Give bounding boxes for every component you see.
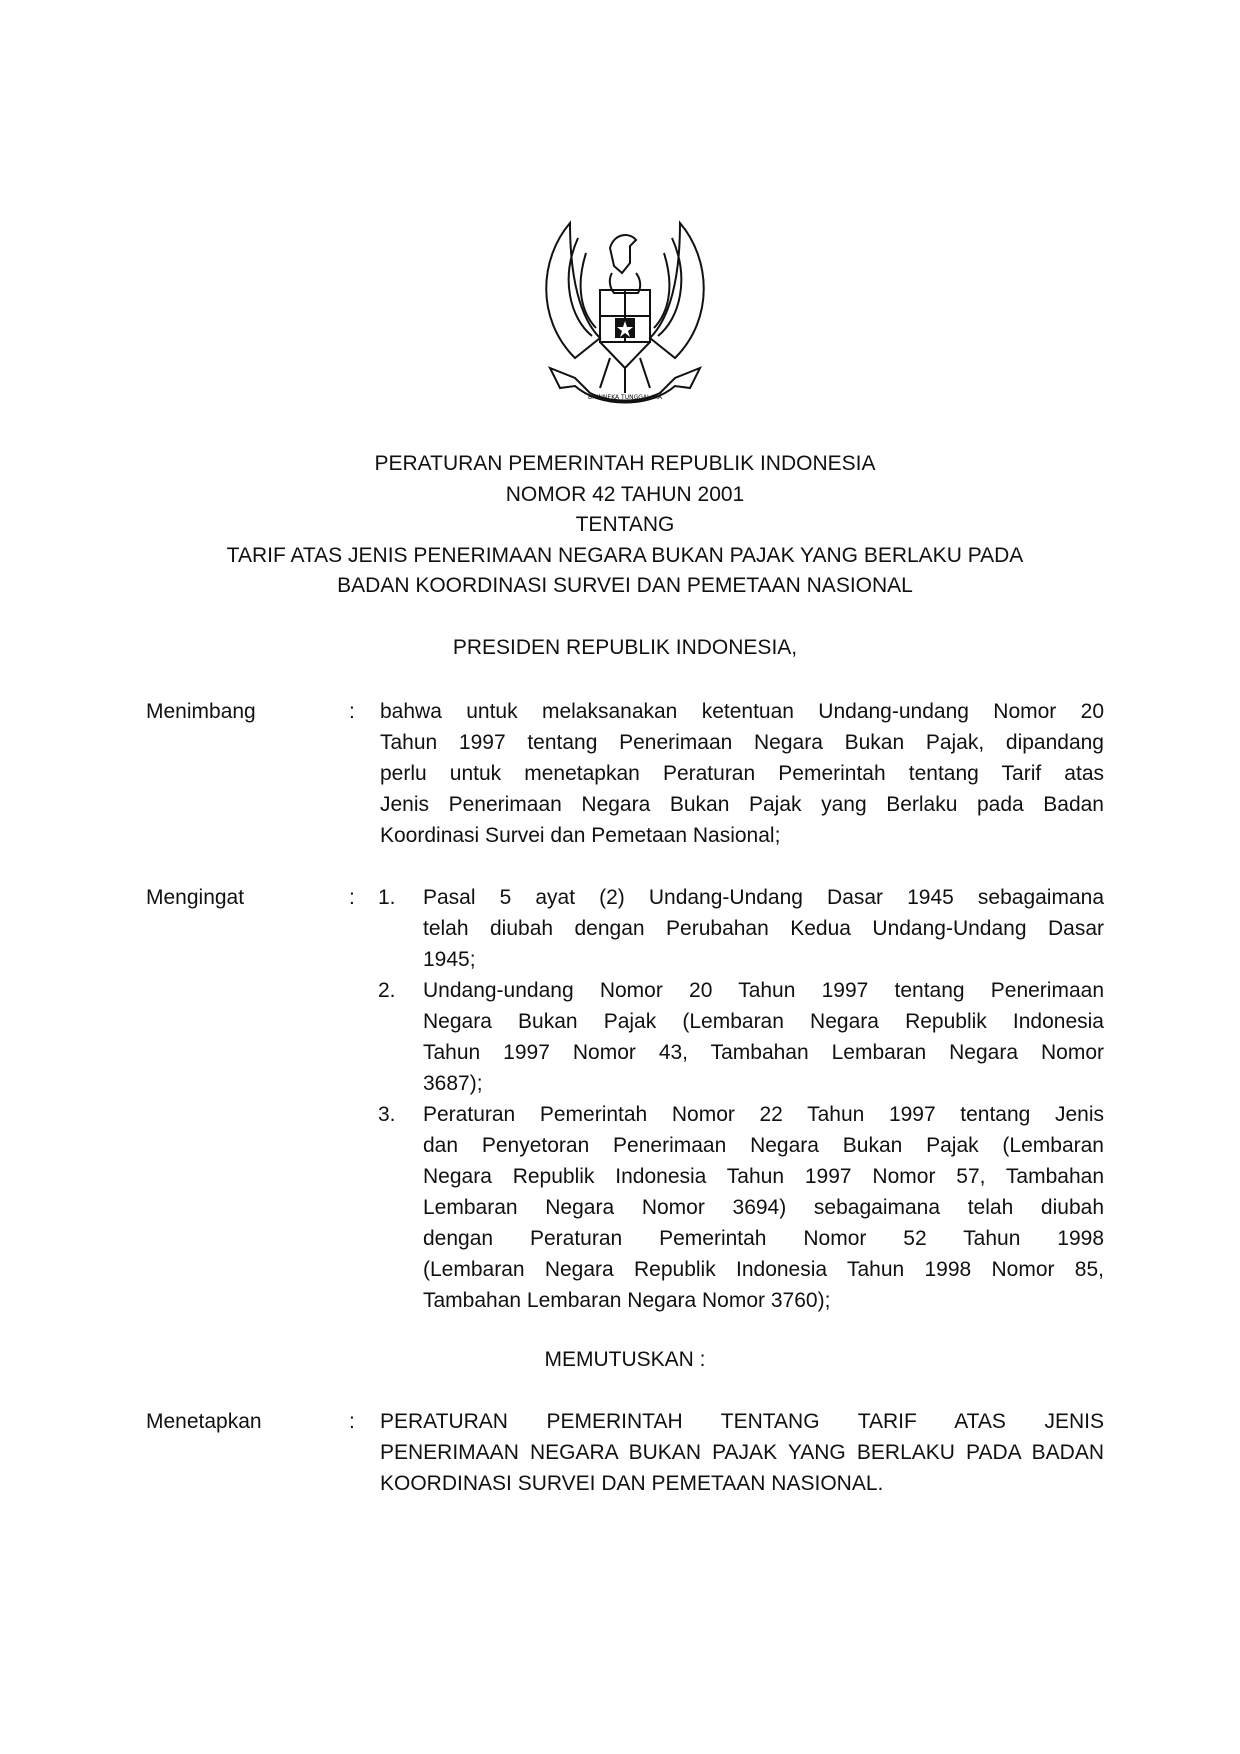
text-line: Lembaran Negara Nomor 3694) sebagaimana telah diubah xyxy=(423,1196,1104,1219)
mengingat-item-2 xyxy=(423,975,1104,1099)
text-line: Tahun 1997 tentang Penerimaan Negara Bukan Pajak, dipandang xyxy=(380,731,1104,754)
text-line: Peraturan Pemerintah Nomor 22 Tahun 1997 tentang Jenis xyxy=(423,1103,1104,1126)
text-line: PERATURAN PEMERINTAH TENTANG TARIF ATAS JENIS xyxy=(380,1410,1104,1433)
text-line: (Lembaran Negara Republik Indonesia Tahun 1998 Nomor 85, xyxy=(423,1258,1104,1281)
text-line: Koordinasi Survei dan Pemetaan Nasional; xyxy=(380,824,781,847)
item-number: 1. xyxy=(378,886,396,909)
colon: : xyxy=(349,886,355,909)
text-line: Tahun 1997 Nomor 43, Tambahan Lembaran Negara Nomor xyxy=(423,1041,1104,1064)
title-subject: BADAN KOORDINASI SURVEI DAN PEMETAAN NASIONAL xyxy=(337,574,913,597)
menetapkan-text xyxy=(380,1406,1104,1499)
menetapkan-label: Menetapkan xyxy=(146,1410,262,1433)
text-line: 1945; xyxy=(423,948,476,971)
president-heading: PRESIDEN REPUBLIK INDONESIA, xyxy=(452,636,798,659)
text-line: Jenis Penerimaan Negara Bukan Pajak yang Berlaku pada Badan xyxy=(380,793,1104,816)
title-line: TENTANG xyxy=(575,513,675,536)
text-line: Negara Republik Indonesia Tahun 1997 Nomor 57, Tambahan xyxy=(423,1165,1104,1188)
mengingat-item-3 xyxy=(423,1099,1104,1316)
text-line: Negara Bukan Pajak (Lembaran Negara Republik Indonesia xyxy=(423,1010,1104,1033)
text-line: PENERIMAAN NEGARA BUKAN PAJAK YANG BERLAKU PADA BADAN xyxy=(380,1441,1104,1464)
menimbang-text xyxy=(380,696,1104,851)
svg-text:BHINNEKA TUNGGAL IKA: BHINNEKA TUNGGAL IKA xyxy=(588,394,662,401)
document-title xyxy=(0,449,1240,602)
text-line: dengan Peraturan Pemerintah Nomor 52 Tahun 1998 xyxy=(423,1227,1104,1250)
mengingat-item-1 xyxy=(423,882,1104,975)
memutuskan-heading: MEMUTUSKAN : xyxy=(544,1348,706,1371)
title-line: PERATURAN PEMERINTAH REPUBLIK INDONESIA xyxy=(374,452,876,475)
text-line: Undang-undang Nomor 20 Tahun 1997 tentang Penerimaan xyxy=(423,979,1104,1002)
text-line: 3687); xyxy=(423,1072,483,1095)
text-line: dan Penyetoran Penerimaan Negara Bukan Pajak (Lembaran xyxy=(423,1134,1104,1157)
item-number: 3. xyxy=(378,1103,396,1126)
text-line: KOORDINASI SURVEI DAN PEMETAAN NASIONAL. xyxy=(380,1472,884,1495)
title-subject: TARIF ATAS JENIS PENERIMAAN NEGARA BUKAN PAJAK YANG BERLAKU PADA xyxy=(226,543,1024,567)
garuda-emblem xyxy=(530,218,720,420)
text-line: telah diubah dengan Perubahan Kedua Undang-Undang Dasar xyxy=(423,917,1104,940)
text-line: Pasal 5 ayat (2) Undang-Undang Dasar 1945 sebagaimana xyxy=(423,886,1104,909)
text-line: bahwa untuk melaksanakan ketentuan Undang-undang Nomor 20 xyxy=(380,700,1104,723)
text-line: perlu untuk menetapkan Peraturan Pemerintah tentang Tarif atas xyxy=(380,762,1104,785)
title-number: NOMOR 42 TAHUN 2001 xyxy=(505,482,745,506)
colon: : xyxy=(349,1410,355,1433)
text-line: Tambahan Lembaran Negara Nomor 3760); xyxy=(423,1289,831,1312)
item-number: 2. xyxy=(378,979,396,1002)
mengingat-label: Mengingat xyxy=(146,886,245,909)
colon: : xyxy=(349,700,355,723)
menimbang-label: Menimbang xyxy=(146,700,256,723)
